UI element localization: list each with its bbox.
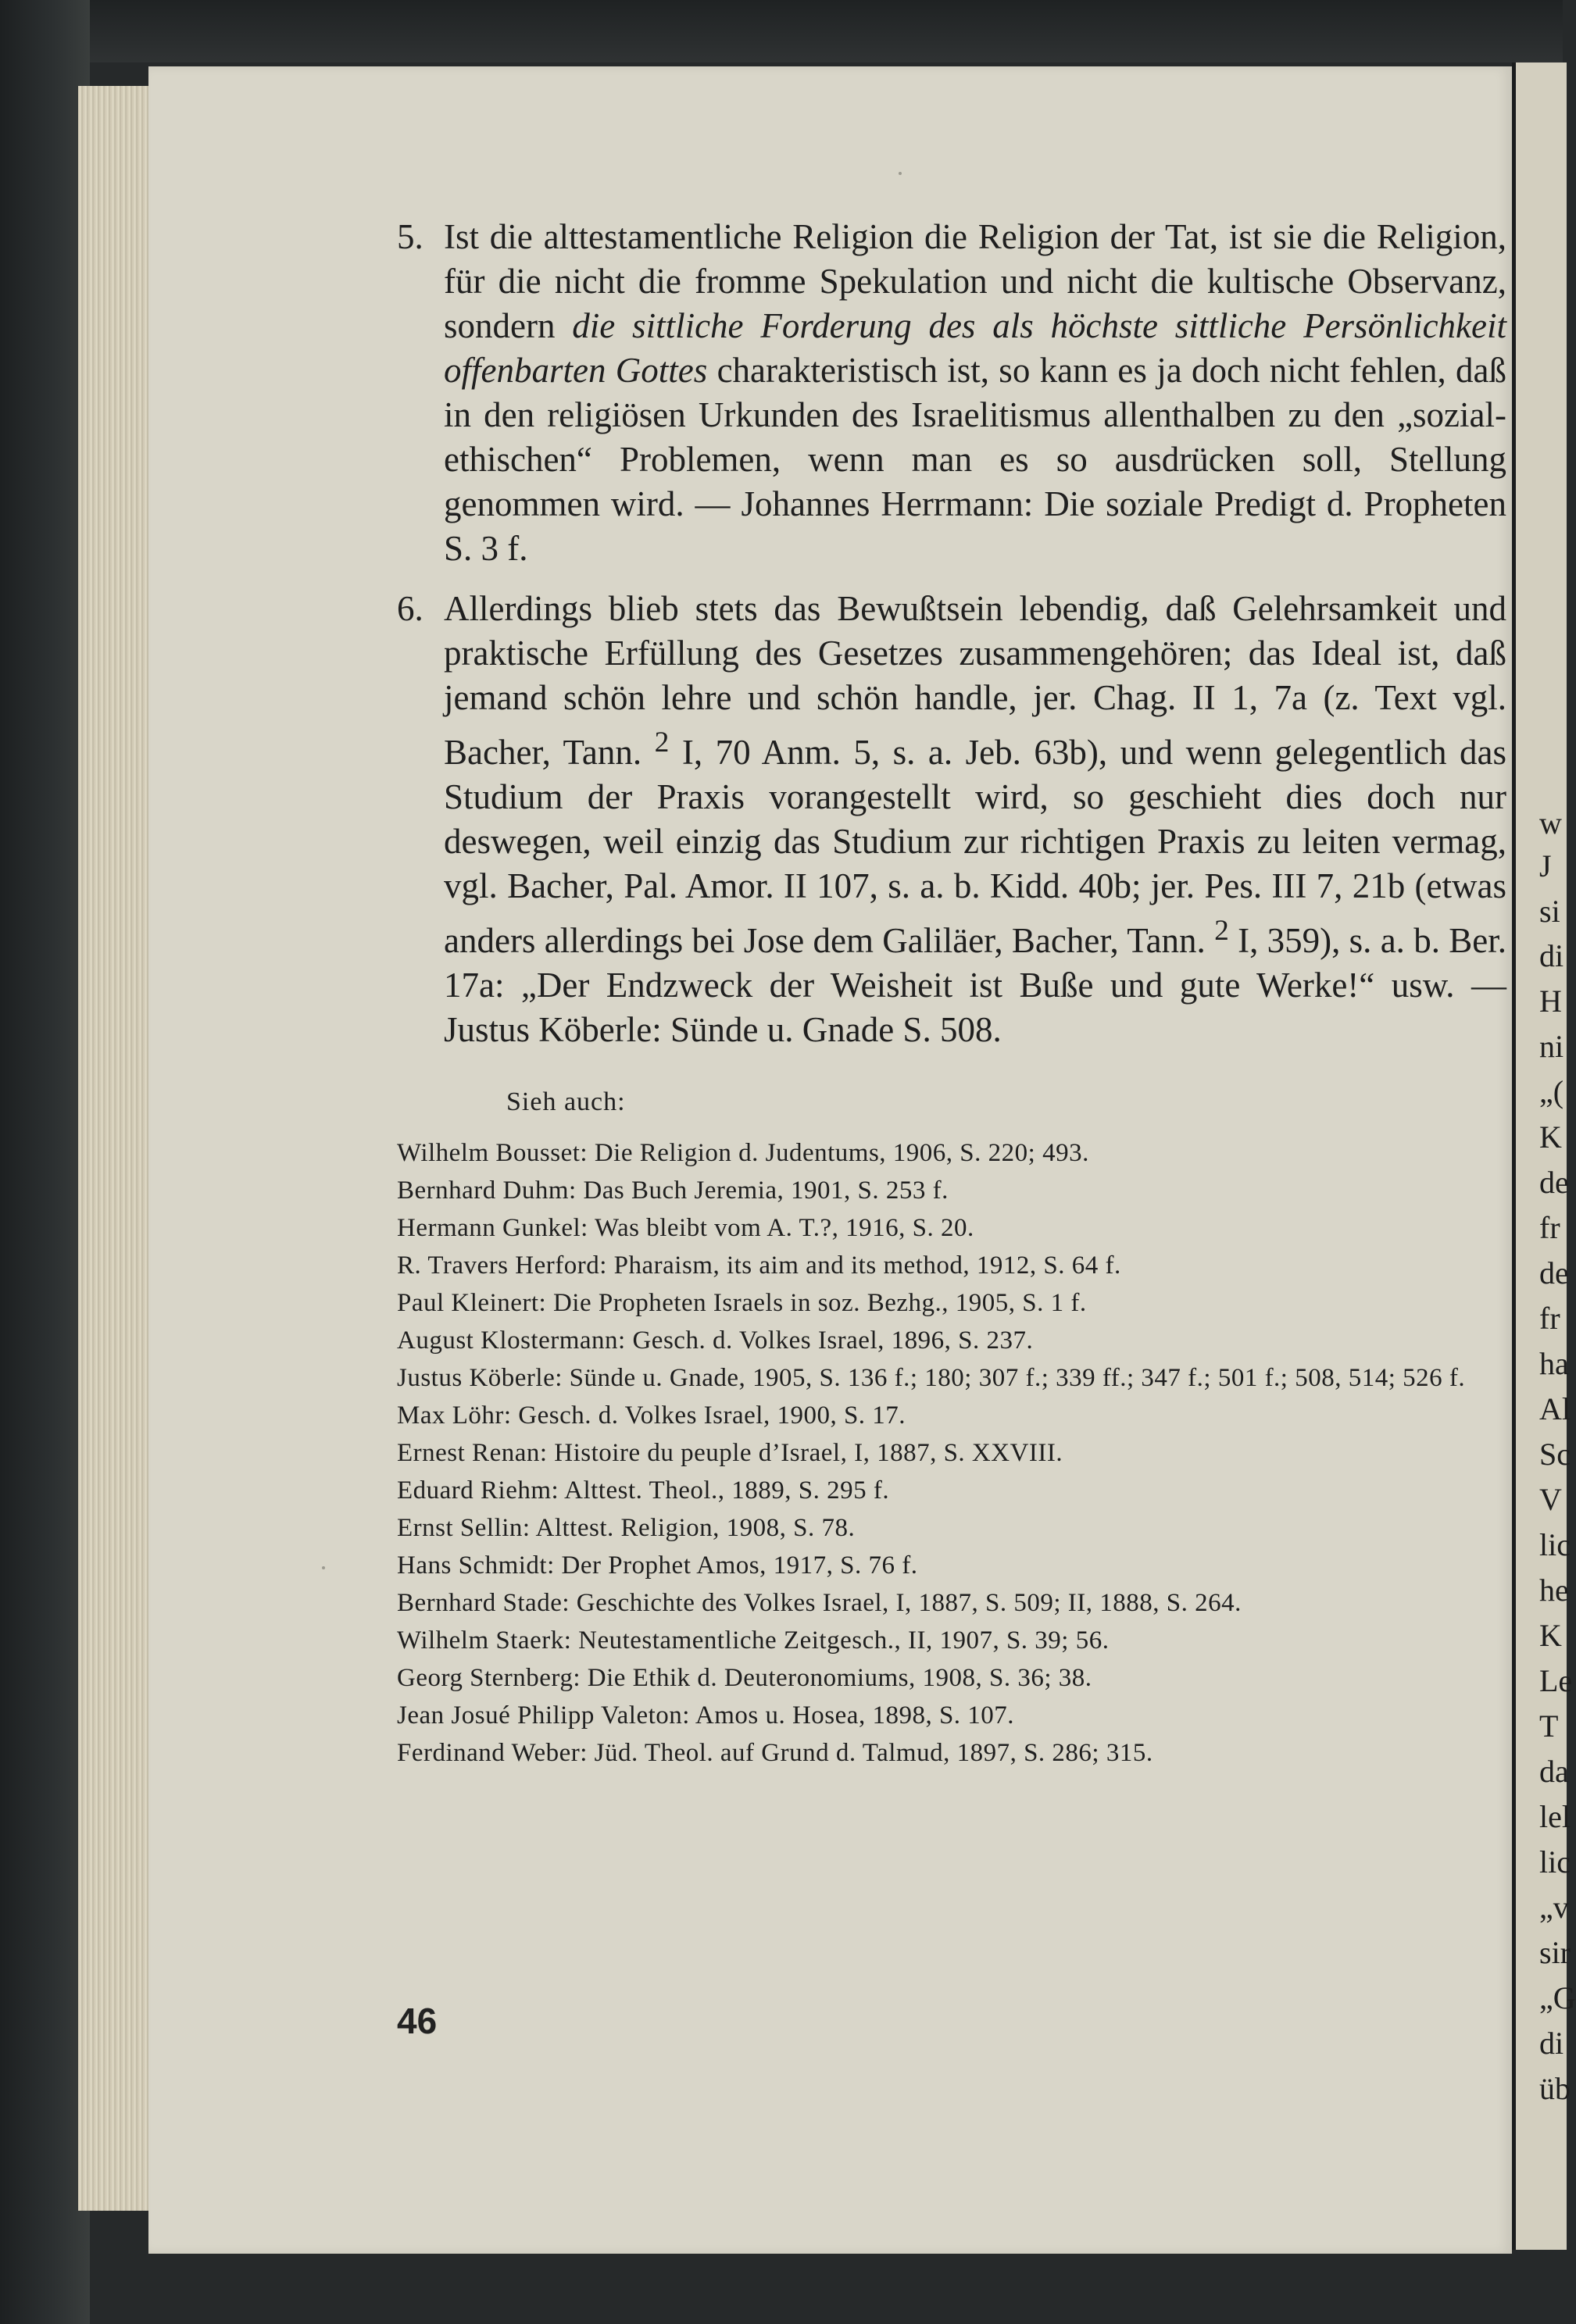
reference-item: Georg Sternberg: Die Ethik d. Deuteronomiums, 1908, S. 36; 38. [397,1664,1092,1692]
reference-item: R. Travers Herford: Pharaism, its aim and its method, 1912, S. 64 f. [397,1251,1121,1280]
facing-page-fragment: lel [1539,1799,1571,1834]
facing-page-fragment: K [1539,1618,1562,1653]
note-text [444,215,1506,571]
page-content [397,215,1506,1772]
reference-item: Jean Josué Philipp Valeton: Amos u. Hosea, 1898, S. 107. [397,1701,1015,1730]
note-text-segment: charakteristisch ist, so kann es ja doch nicht fehlen, daß in den religiösen Urkunden des Israelitismus allenthalben zu den „sozial-ethischen“ Problemen, wenn man es so ausdrücken soll, Stellung genommen wird. — Johannes Herrmann: Die soziale Predigt d. Propheten S. 3 f. [444,351,1506,568]
paper-speck [899,172,902,175]
facing-page-fragment: Sc [1539,1437,1571,1472]
page-edges [78,86,152,2211]
reference-item: Paul Kleinert: Die Propheten Israels in soz. Bezhg., 1905, S. 1 f. [397,1289,1087,1317]
facing-page-fragment: üb [1539,2071,1571,2106]
facing-page-fragment: „G [1539,1980,1576,2015]
reference-item: Ferdinand Weber: Jüd. Theol. auf Grund d. Talmud, 1897, S. 286; 315. [397,1739,1153,1767]
reference-item: Hermann Gunkel: Was bleibt vom A. T.?, 1916, S. 20. [397,1214,974,1242]
reference-item: Justus Köberle: Sünde u. Gnade, 1905, S. 136 f.; 180; 307 f.; 339 ff.; 347 f.; 501 f.; 508, 514; 526 f. [397,1364,1466,1392]
note-number: 6. [397,589,423,628]
reference-item: Ernst Sellin: Alttest. Religion, 1908, S. 78. [397,1514,856,1542]
note-text-segment: Ist die alttestamentliche Religion die Religion der Tat, ist sie die Religion, für die nicht die fromme Spekulation und nicht die kultische Observanz, sondern [444,217,1506,345]
note-text-segment: I, 359), s. a. b. Ber. 17a: „Der Endzweck der Weisheit ist Buße und gute Werke!“ usw. — Justus Köberle: Sünde u. Gnade S. 508. [444,921,1506,1049]
facing-page-fragment: si [1539,894,1560,929]
book-cover-top [0,0,1563,62]
reference-list [397,1134,1506,1772]
reference-item: Bernhard Stade: Geschichte des Volkes Israel, I, 1887, S. 509; II, 1888, S. 264. [397,1589,1242,1617]
facing-page-fragment: ni [1539,1029,1564,1064]
edition-superscript: 2 [654,726,670,759]
note-5 [397,215,1506,571]
facing-page-fragment: T [1539,1708,1559,1744]
facing-page-fragment: V [1539,1482,1562,1517]
note-text-italic: die sittliche Forderung des als höchste sittliche Persönlichkeit offenbarten Gottes [444,306,1506,390]
note-number: 5. [397,217,423,256]
facing-page-fragment: K [1539,1119,1562,1155]
facing-page-fragment: sir [1539,1935,1571,1970]
paper-speck [322,1566,325,1569]
note-6 [397,587,1506,1052]
reference-item: August Klostermann: Gesch. d. Volkes Israel, 1896, S. 237. [397,1326,1034,1355]
note-text [444,587,1506,1052]
edition-superscript: 2 [1214,915,1229,947]
facing-page-edge [1512,62,1576,2250]
see-also-heading: Sieh auch: [506,1087,626,1116]
facing-page-fragment: di [1539,938,1564,973]
facing-page-fragment: „( [1539,1074,1564,1109]
reference-item: Ernest Renan: Histoire du peuple d’Israel, I, 1887, S. XXVIII. [397,1439,1063,1467]
facing-page-fragment: lic [1539,1527,1571,1562]
facing-page-fragment: fr [1539,1210,1560,1245]
reference-item: Wilhelm Staerk: Neutestamentliche Zeitgesch., II, 1907, S. 39; 56. [397,1626,1110,1655]
facing-page-fragment: H [1539,984,1562,1019]
facing-page-fragment: J [1539,848,1552,884]
book-cover-left [0,0,90,2324]
facing-page-fragment: he [1539,1573,1569,1608]
reference-item: Eduard Riehm: Alttest. Theol., 1889, S. 295 f. [397,1476,890,1505]
reference-item: Bernhard Duhm: Das Buch Jeremia, 1901, S. 253 f. [397,1176,949,1205]
facing-page-fragment: di [1539,2026,1564,2061]
facing-page-fragment: fr [1539,1301,1560,1336]
facing-page-fragment: ha [1539,1346,1569,1381]
facing-page-fragment: Al [1539,1391,1571,1426]
facing-page-fragment: lic [1539,1844,1571,1880]
facing-page-fragment: de [1539,1255,1569,1291]
reference-item: Wilhelm Bousset: Die Religion d. Judentums, 1906, S. 220; 493. [397,1139,1089,1167]
facing-page-fragment: de [1539,1165,1569,1200]
reference-item: Max Löhr: Gesch. d. Volkes Israel, 1900, S. 17. [397,1401,906,1430]
facing-page-fragment: w [1539,805,1562,841]
note-text-segment: Allerdings blieb stets das Bewußtsein lebendig, daß Gelehrsamkeit und praktische Erfüllung des Gesetzes zusammengehören; das Ideal ist, daß jemand schön lehre und schön handle, jer. Chag. II 1, 7a (z. Text vgl. Bacher, Tann. [444,589,1506,772]
facing-page-fragment: Le [1539,1663,1573,1698]
facing-page-fragment: da [1539,1754,1569,1789]
reference-item: Hans Schmidt: Der Prophet Amos, 1917, S. 76 f. [397,1551,918,1580]
page-number: 46 [397,2001,438,2041]
note-text-segment: I, 70 Anm. 5, s. a. Jeb. 63b), und wenn gelegentlich das Studium der Praxis vorangestellt wird, so geschieht dies doch nur deswegen, weil einzig das Studium zur richtigen Praxis zu leiten vermag, vgl. Bacher, Pal. Amor. II 107, s. a. b. Kidd. 40b; jer. Pes. III 7, 21b (etwas anders allerdings bei Jose dem Galiläer, Bacher, Tann. [444,733,1506,960]
facing-page-fragment: „v [1539,1890,1569,1925]
